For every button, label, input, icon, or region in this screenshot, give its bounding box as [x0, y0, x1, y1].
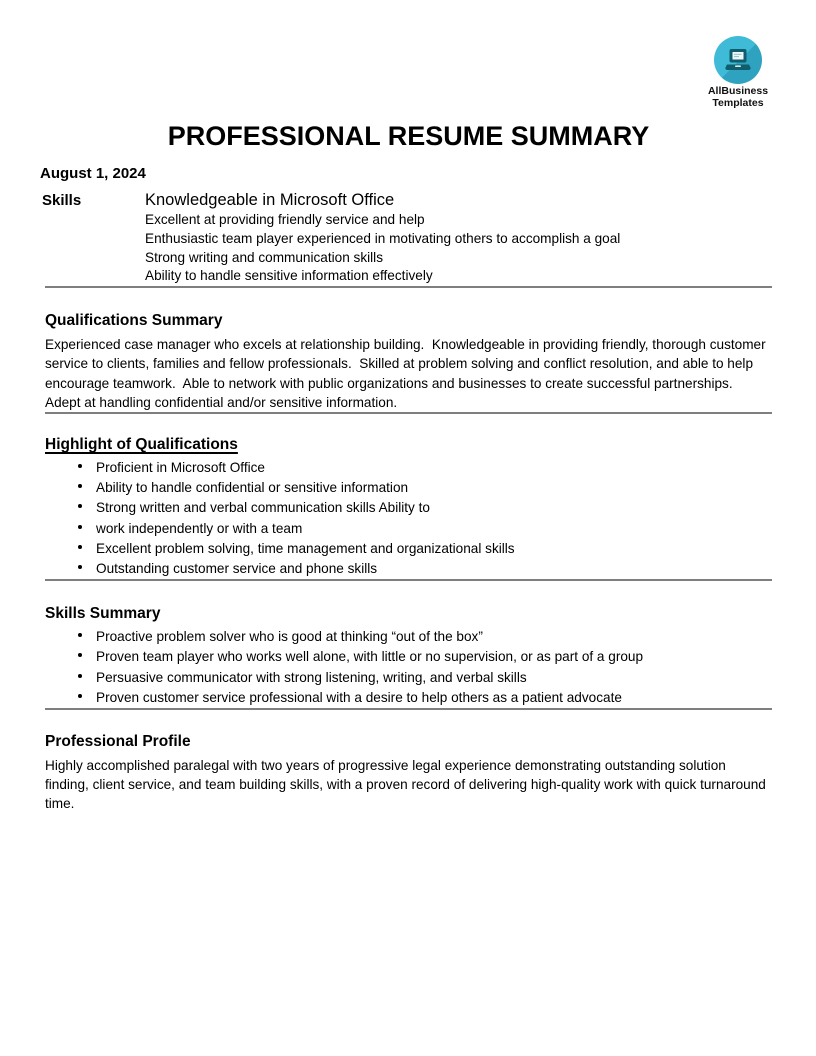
logo-circle: [714, 36, 762, 84]
bullet-item: [78, 458, 772, 478]
bullet-dot: [78, 464, 82, 468]
bullet-text: Ability to handle confidential or sensitive information: [96, 480, 409, 496]
section-heading: Professional Profile: [45, 733, 191, 751]
skill-line: Enthusiastic team player experienced in motivating others to accomplish a goal: [145, 230, 621, 246]
bullet-list: [45, 627, 772, 708]
bullet-text: Proficient in Microsoft Office: [96, 460, 265, 475]
section-highlight-of-qualifications: [45, 435, 772, 579]
bullet-item: [78, 539, 772, 559]
laptop-icon: [723, 47, 753, 73]
bullet-text: Excellent problem solving, time management and organizational skills: [96, 540, 515, 556]
bullet-dot: [78, 504, 82, 508]
section-divider: [45, 286, 772, 288]
skills-header: [42, 190, 772, 286]
skill-line: Excellent at providing friendly service and help: [145, 212, 425, 227]
section-heading: Skills Summary: [45, 605, 161, 623]
section-divider: [45, 412, 772, 414]
bullet-item: [78, 498, 772, 518]
section-body: Highly accomplished paralegal with two years of progressive legal experience demonstrating outstanding solution finding, client service, and team building skills, with a proven record of delivering high-quality work with quick turnaround time.: [45, 758, 770, 812]
section-professional-profile: [45, 732, 772, 814]
section-qualifications-summary: [45, 311, 772, 412]
bullet-dot: [78, 674, 82, 678]
skills-primary: Knowledgeable in Microsoft Office: [145, 191, 395, 209]
bullet-item: [78, 668, 772, 688]
bullet-dot: [78, 565, 82, 569]
section-heading: Qualifications Summary: [45, 312, 223, 330]
logo-text: [700, 86, 776, 109]
section-divider: [45, 579, 772, 581]
section-divider: [45, 708, 772, 710]
section-heading: Highlight of Qualifications: [45, 436, 238, 453]
bullet-text: Proven team player who works well alone, with little or no supervision, or as part of a group: [96, 649, 644, 665]
bullet-dot: [78, 545, 82, 549]
section-body: Experienced case manager who excels at relationship building. Knowledgeable in providing friendly, thorough customer service to clients, families and fellow professionals. Skilled at problem solving and conflict resolution, and able to help encourage teamwork. Able to network with public organizations and businesses to create successful partnerships. Adept at handling confidential and/or sensitive information.: [45, 337, 770, 410]
bullet-item: [78, 519, 772, 539]
bullet-dot: [78, 653, 82, 657]
bullet-dot: [78, 484, 82, 488]
bullet-text: Persuasive communicator with strong listening, writing, and verbal skills: [96, 669, 527, 685]
skills-label: Skills: [42, 192, 82, 209]
skills-value: [145, 190, 620, 286]
bullet-list: [45, 458, 772, 579]
bullet-text: Outstanding customer service and phone skills: [96, 561, 378, 577]
section-skills-summary: [45, 604, 772, 708]
bullet-dot: [78, 633, 82, 637]
bullet-item: [78, 647, 772, 667]
skill-line: Ability to handle sensitive information effectively: [145, 268, 433, 284]
page-title: PROFESSIONAL RESUME SUMMARY: [167, 121, 650, 151]
bullet-item: [78, 627, 772, 647]
bullet-text: Strong written and verbal communication skills Ability to: [96, 500, 430, 516]
bullet-item: [78, 688, 772, 708]
bullet-item: [78, 478, 772, 498]
bullet-text: Proactive problem solver who is good at thinking “out of the box”: [96, 629, 483, 645]
allbusiness-logo: [700, 36, 776, 109]
skills-items: [145, 211, 620, 286]
bullet-dot: [78, 525, 82, 529]
bullet-text: Proven customer service professional with a desire to help others as a patient advocate: [96, 689, 622, 705]
document-date: August 1, 2024: [40, 165, 146, 182]
bullet-text: work independently or with a team: [96, 520, 303, 536]
skill-line: Strong writing and communication skills: [145, 249, 383, 265]
bullet-item: [78, 559, 772, 579]
bullet-dot: [78, 694, 82, 698]
logo-text-line2: Templates: [712, 96, 764, 109]
logo-text-line1: AllBusiness: [707, 85, 769, 97]
